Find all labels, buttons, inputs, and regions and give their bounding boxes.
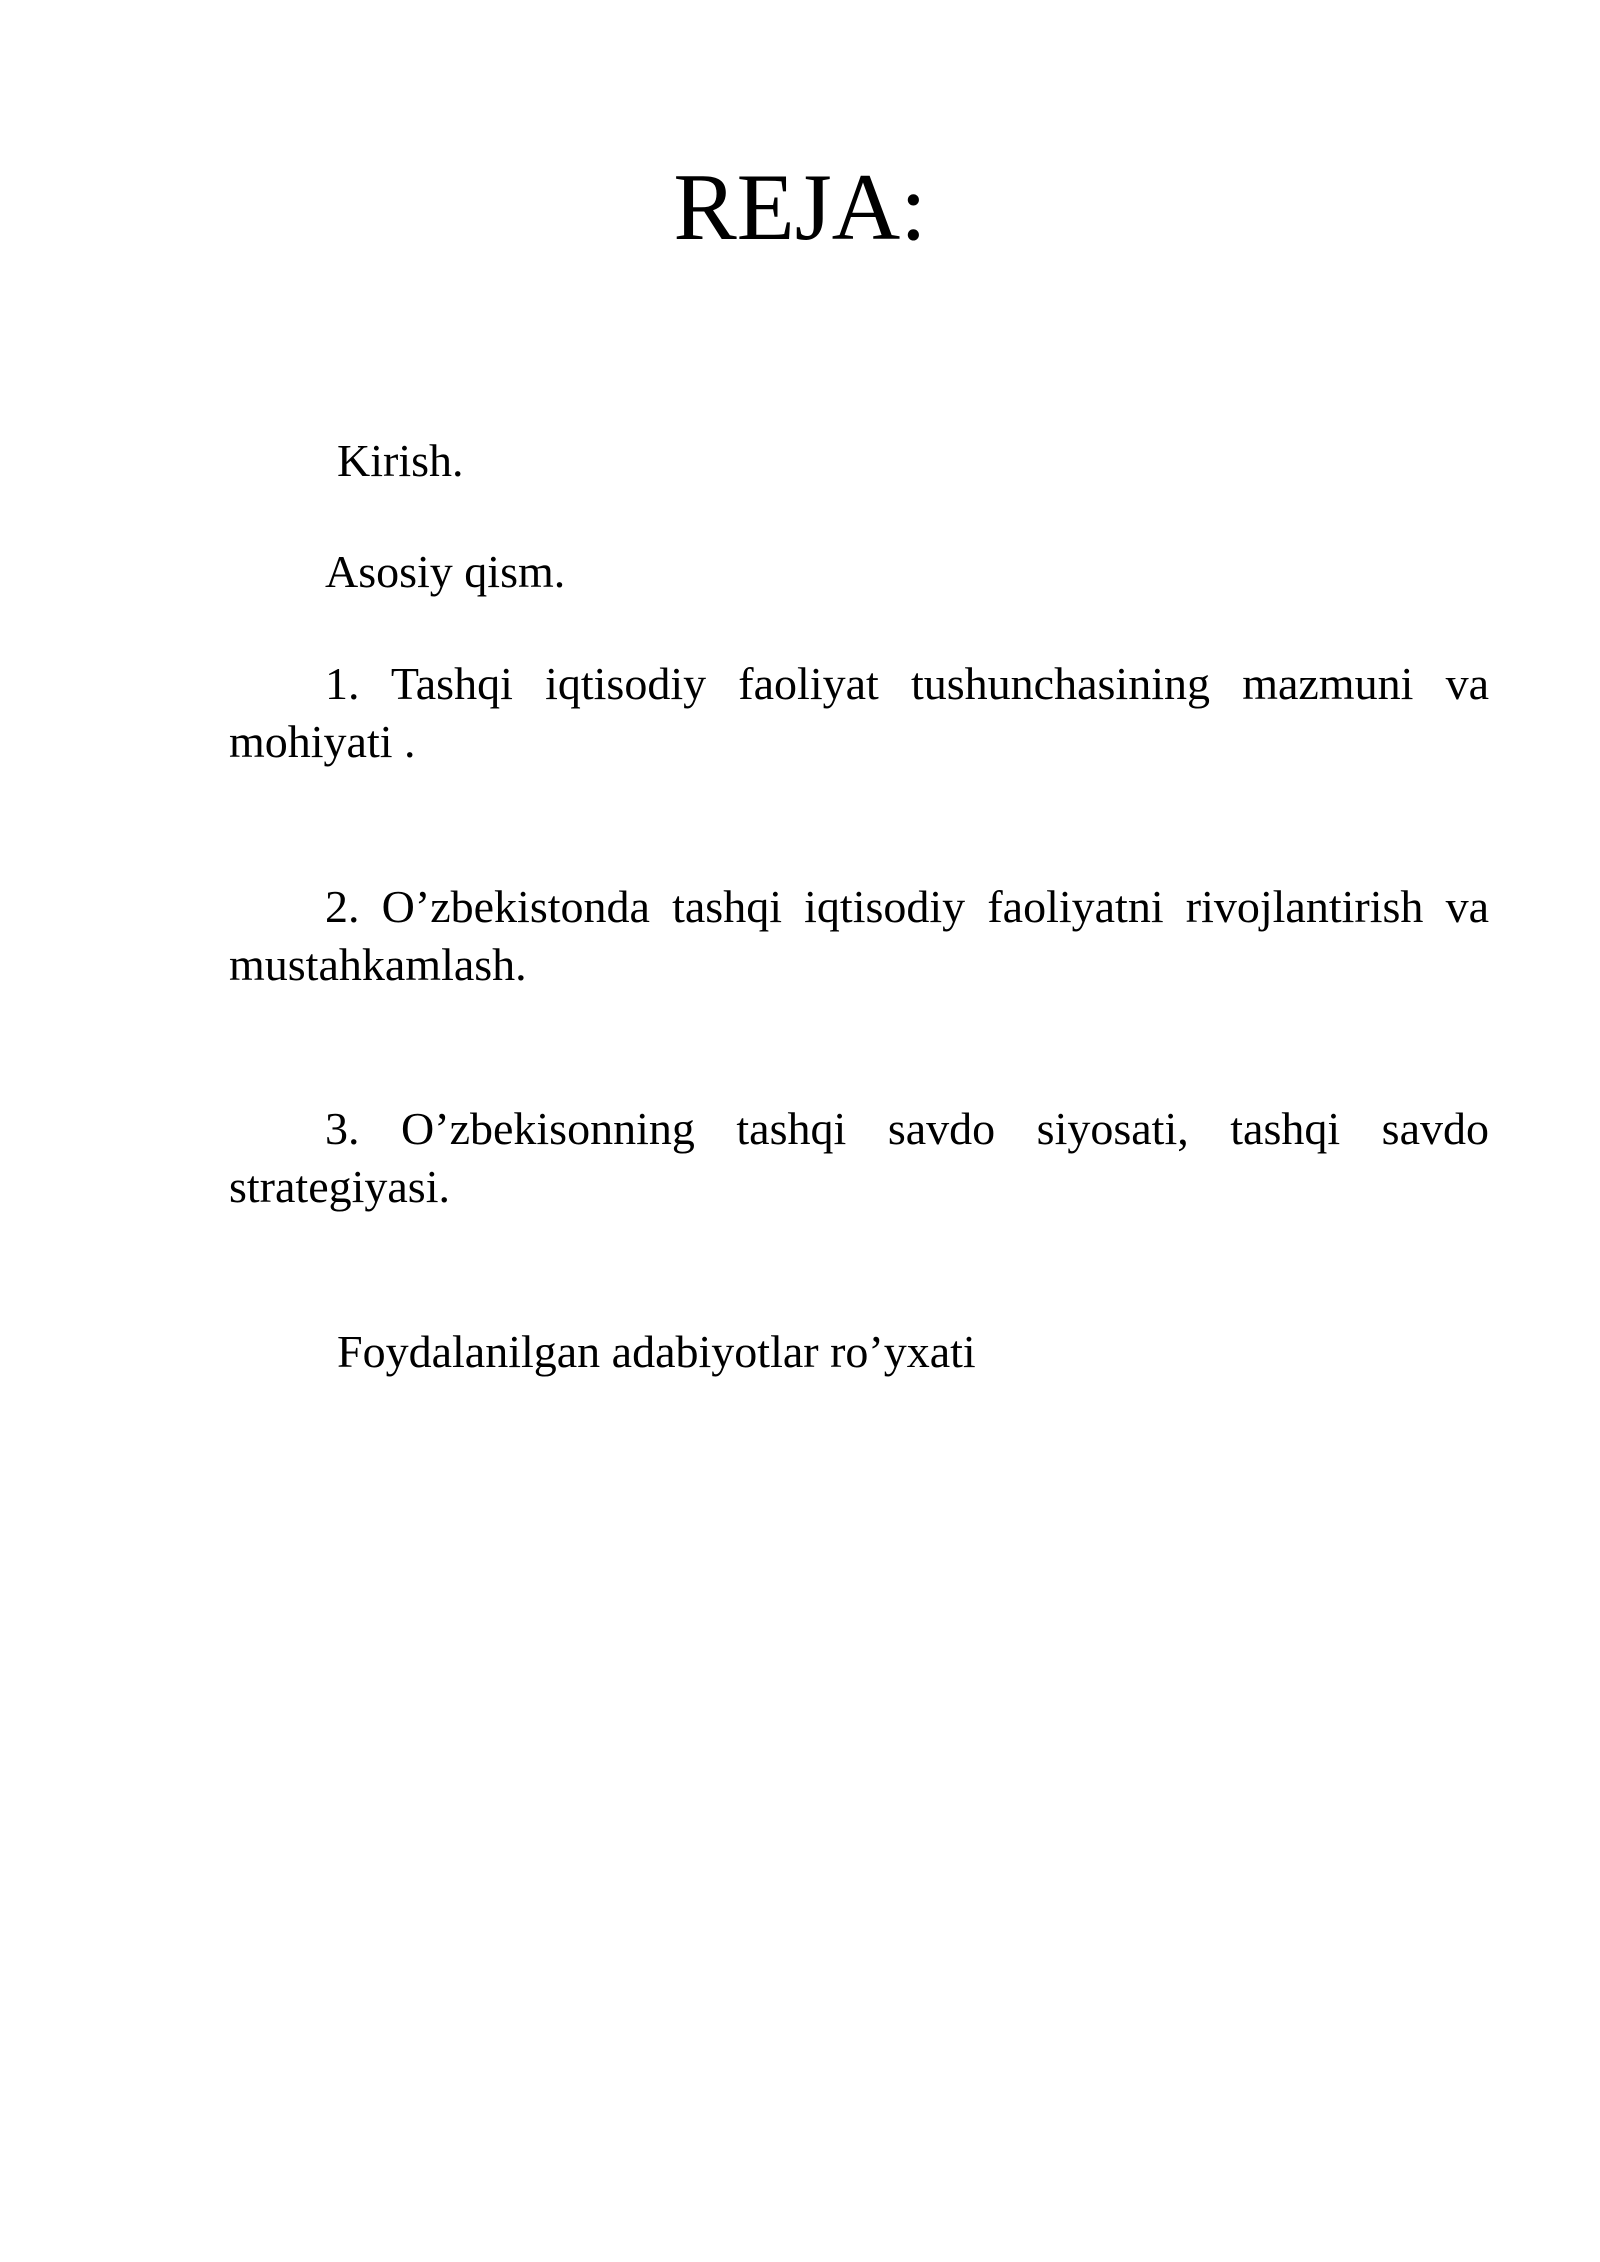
plan-item-1: 1. Tashqi iqtisodiy faoliyat tushunchasining mazmuni va mohiyati .	[229, 658, 1489, 767]
intro-heading: Kirish.	[337, 435, 464, 486]
references-heading: Foydalanilgan adabiyotlar ro’yxati	[337, 1326, 976, 1377]
page-title: REJA:	[673, 154, 927, 260]
plan-item-3: 3. O’zbekisonning tashqi savdo siyosati, tashqi savdo strategiyasi.	[229, 1103, 1489, 1212]
main-part-heading: Asosiy qism.	[325, 546, 566, 597]
plan-item-2: 2. O’zbekistonda tashqi iqtisodiy faoliyatni rivojlantirish va mustahkamlash.	[229, 881, 1489, 990]
